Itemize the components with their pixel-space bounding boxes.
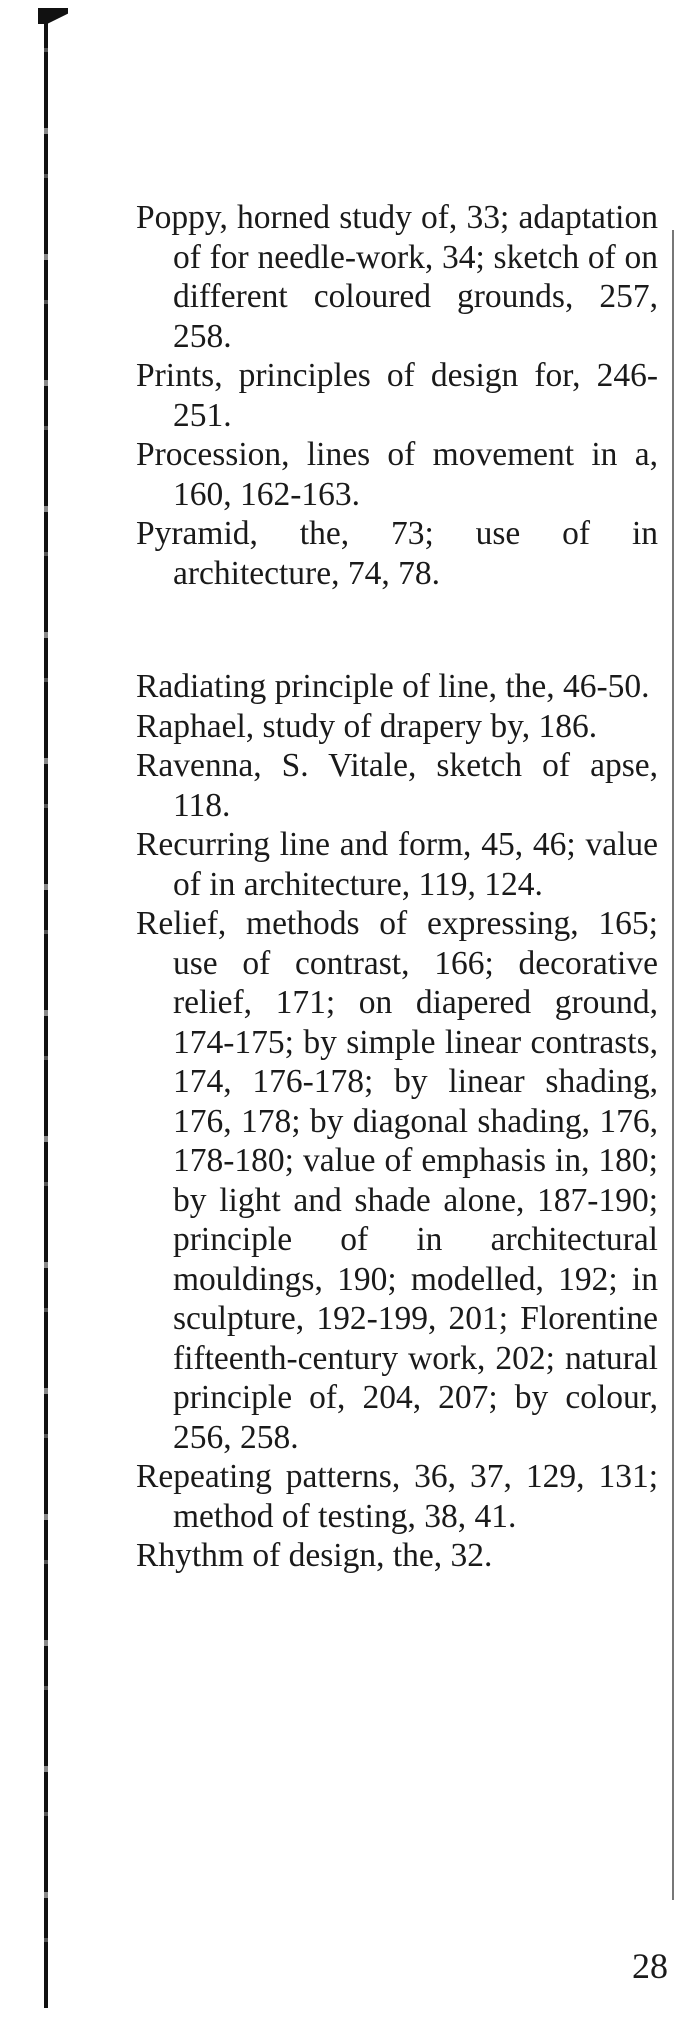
index-entry-rhythm: Rhythm of design, the, 32. — [136, 1537, 493, 1574]
index-entry-pyramid: Pyramid, the, 73; use of in architecture, 74, 78. — [136, 515, 658, 592]
binding-edge-line — [44, 8, 48, 2008]
index-column — [136, 198, 658, 1576]
index-entry-radiating: Radiating principle of line, the, 46-50. — [136, 668, 650, 705]
index-entry-relief: Relief, methods of expressing, 165; use of contrast, 166; decorative relief, 171; on diapered ground, 174-175; by simple linear contrasts, 174, 176-178; by linear shading, 176, 178; by diagonal shading, 176, 178-180; value of emphasis in, 180; by light and shade alone, 187-190; principle of in architectural mouldings, 190; modelled, 192; in sculpture, 192-199, 201; Florentine fifteenth-century work, 202; natural principle of, 204, 207; by colour, 256, 258. — [136, 905, 658, 1456]
index-entry-poppy: Poppy, horned study of, 33; adaptation of for needle-work, 34; sketch of on different coloured grounds, 257, 258. — [136, 199, 658, 355]
index-entry-recurring: Recurring line and form, 45, 46; value of in architecture, 119, 124. — [136, 826, 658, 903]
page-corner-mark — [38, 8, 68, 24]
index-entry-repeating: Repeating patterns, 36, 37, 129, 131; method of testing, 38, 41. — [136, 1458, 658, 1535]
column-rule — [672, 230, 674, 1900]
index-entry-ravenna: Ravenna, S. Vitale, sketch of apse, 118. — [136, 747, 658, 824]
index-entry-raphael: Raphael, study of drapery by, 186. — [136, 707, 598, 745]
index-entry-procession: Procession, lines of movement in a, 160, 162-163. — [136, 436, 658, 513]
letter-section-gap — [136, 593, 658, 667]
index-entry-prints: Prints, principles of design for, 246-251. — [136, 357, 658, 434]
page-number: 28 — [632, 1946, 668, 1986]
